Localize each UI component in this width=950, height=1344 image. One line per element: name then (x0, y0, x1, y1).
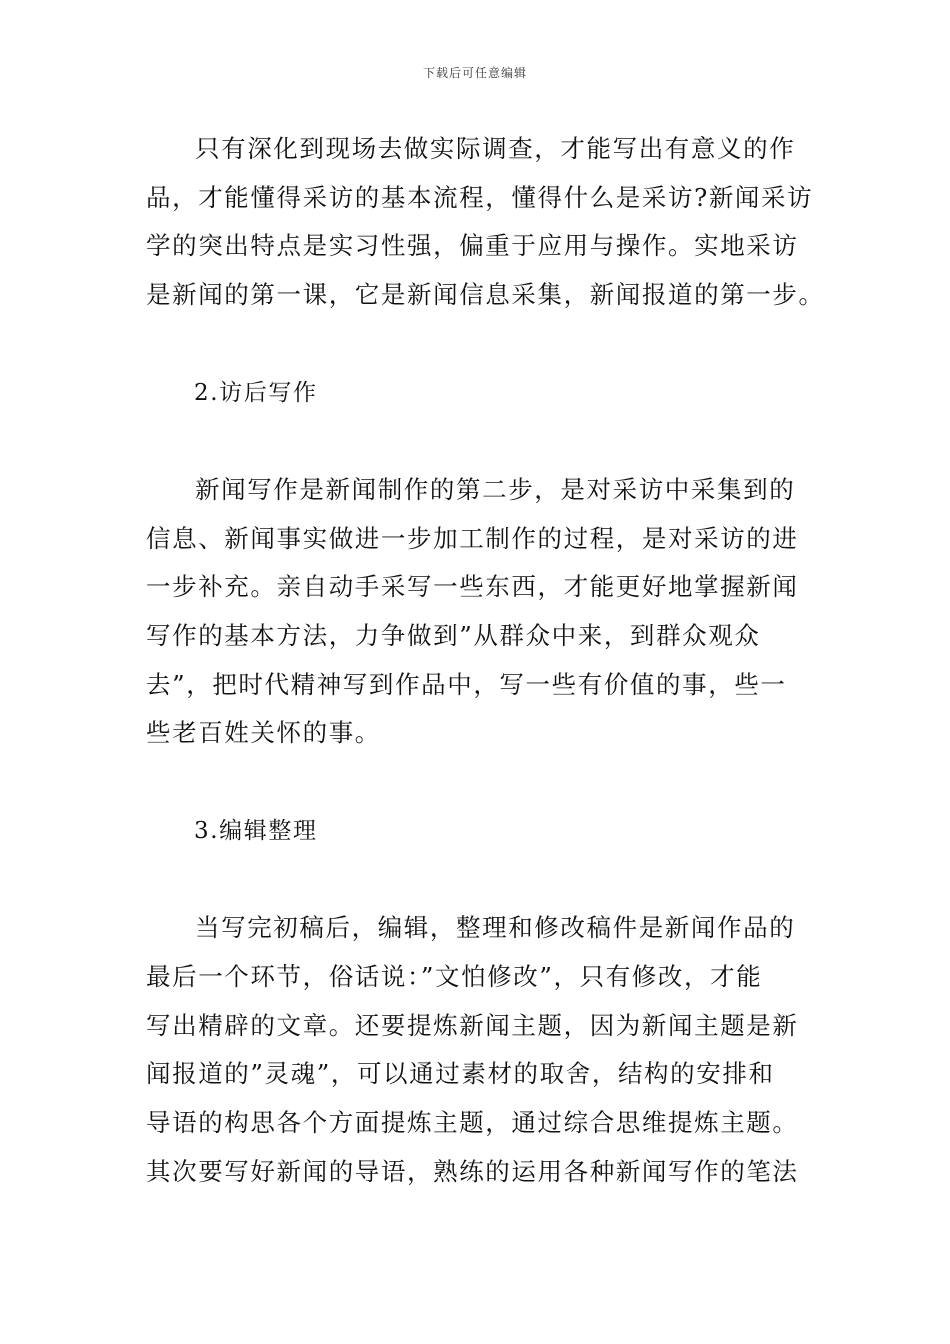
text-line: 写作的基本方法，力争做到”从群众中来，到群众观众 (146, 621, 761, 650)
text-line: 当写完初稿后，编辑，整理和修改稿件是新闻作品的 (195, 913, 796, 943)
text-line: 去”，把时代精神写到作品中，写一些有价值的事，些一 (146, 669, 787, 699)
text-line: 学的突出特点是实习性强，偏重于应用与操作。实地采访 (146, 231, 799, 261)
paragraph-editing (146, 904, 814, 1196)
text-line: 写出精辟的文章。还要提炼新闻主题，因为新闻主题是新 (146, 1010, 799, 1040)
text-line: 些老百姓关怀的事。 (146, 718, 381, 748)
paragraph-gap (146, 417, 814, 466)
section-heading-editing: 3.编辑整理 (194, 817, 318, 844)
paragraph-gap (146, 320, 814, 369)
text-line: 信息、新闻事实做进一步加工制作的过程，是对采访的进 (146, 523, 799, 553)
paragraph-field-reporting (146, 125, 825, 320)
text-line: 新闻写作是新闻制作的第二步，是对采访中采集到的 (195, 474, 796, 504)
document-body (146, 125, 825, 1196)
paragraph-news-writing (146, 466, 814, 758)
paragraph-gap (146, 856, 814, 905)
text-line: 品，才能懂得采访的基本流程，懂得什么是采访?新闻采访 (146, 182, 814, 212)
page-header: 下载后可任意编辑 (422, 66, 527, 80)
text-line: 是新闻的第一课，它是新闻信息采集，新闻报道的第一步。 (146, 280, 825, 310)
text-line: 一步补充。亲自动手采写一些东西，才能更好地掌握新闻 (146, 572, 799, 602)
text-line: 只有深化到现场去做实际调查，才能写出有意义的作 (195, 134, 796, 163)
text-line: 最后一个环节，俗话说：”文怕修改”，只有修改，才能 (146, 961, 763, 991)
text-line: 其次要写好新闻的导语，熟练的运用各种新闻写作的笔法 (146, 1156, 799, 1186)
text-line: 导语的构思各个方面提炼主题，通过综合思维提炼主题。 (146, 1108, 799, 1137)
paragraph-gap (146, 758, 814, 807)
text-line: 闻报道的”灵魂”，可以通过素材的取舍，结构的安排和 (146, 1059, 775, 1089)
section-heading-writing: 2.访后写作 (194, 379, 318, 406)
